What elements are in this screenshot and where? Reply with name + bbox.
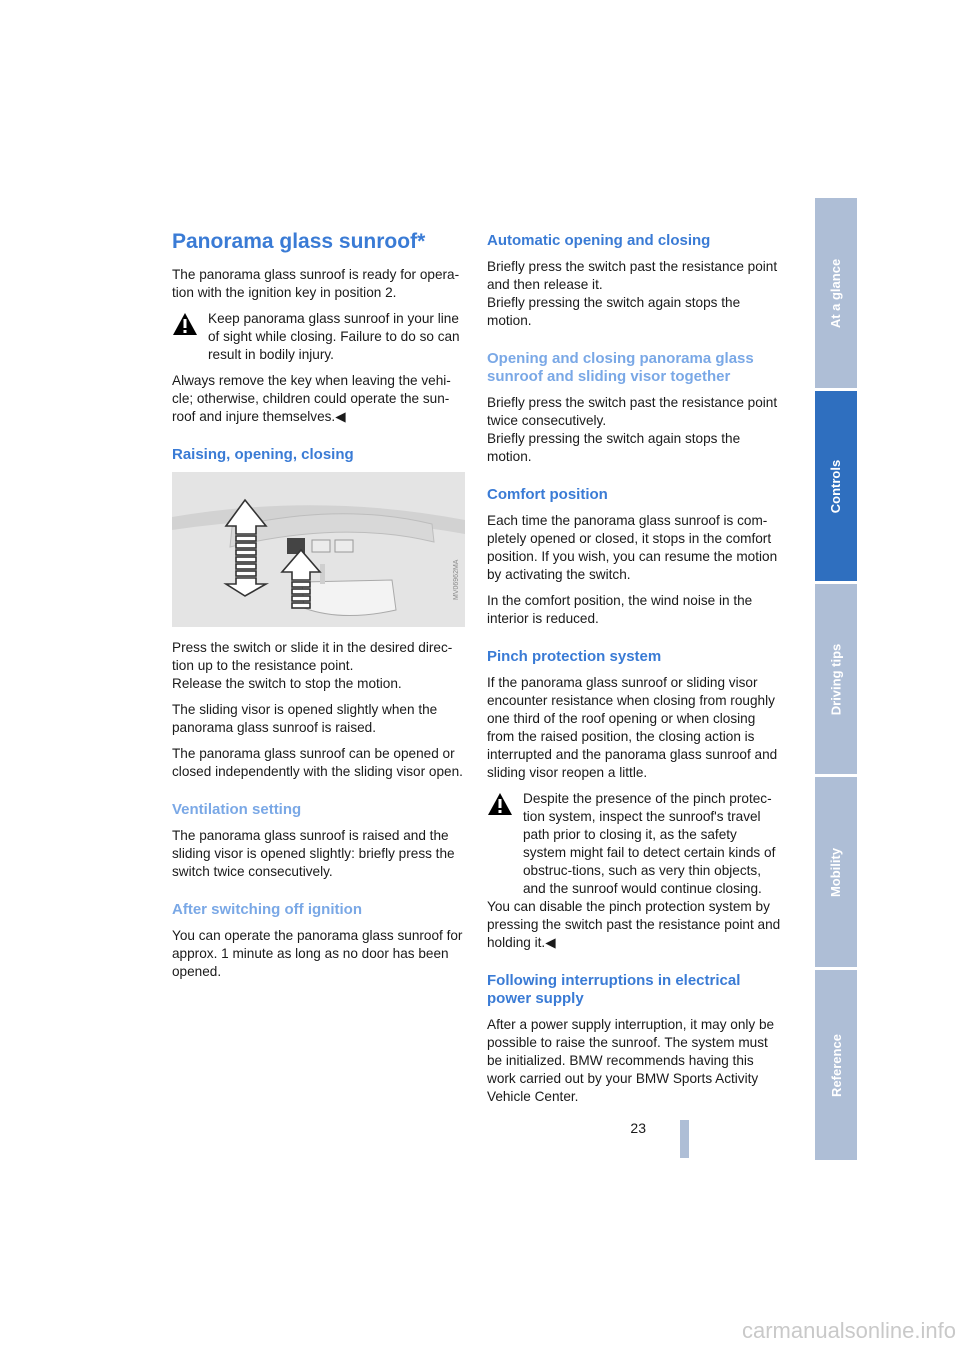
page-number-bar	[680, 1120, 689, 1158]
sunroof-switch-illustration	[172, 472, 465, 627]
safety-warning	[172, 310, 466, 364]
pinch-paragraph: If the panorama glass sunroof or sliding visor encounter resistance when closing from roughly one third of the roof opening or when closing from the raised position, the closing action is interrupted and the panorama glass sunroof and sliding visor reopen a little.	[487, 675, 778, 780]
auto-paragraph-2: Briefly pressing the switch again stops the motion.	[487, 295, 741, 328]
raising-paragraph-1: Press the switch or slide it in the desired direc-tion up to the resistance point.	[172, 640, 453, 673]
raising-paragraph-2: Release the switch to stop the motion.	[172, 676, 402, 691]
warning-triangle-icon	[172, 312, 198, 336]
warning-rest-text: Always remove the key when leaving the vehi-cle; otherwise, children could operate the sun-roof and injure themselves.◀	[172, 373, 451, 424]
ventilation-heading: Ventilation setting	[172, 801, 302, 818]
figure-code: MV06962MA	[453, 559, 460, 600]
pinch-warning	[487, 790, 781, 898]
auto-paragraph-1: Briefly press the switch past the resistance point and then release it.	[487, 259, 778, 292]
comfort-heading: Comfort position	[487, 486, 608, 503]
tab-reference[interactable]: Reference	[815, 970, 857, 1160]
pinch-warning-rest: You can disable the pinch protection system by pressing the switch past the resistance point and holding it.◀	[487, 899, 781, 950]
after-ignition-heading: After switching off ignition	[172, 901, 362, 918]
right-column	[487, 226, 781, 1114]
together-paragraph-2: Briefly pressing the switch again stops the motion.	[487, 431, 741, 464]
tab-at-a-glance[interactable]: At a glance	[815, 198, 857, 388]
ventilation-paragraph: The panorama glass sunroof is raised and the sliding visor is opened slightly: briefly press the switch twice consecutively.	[172, 828, 455, 879]
warning-triangle-icon	[487, 792, 513, 816]
together-heading: Opening and closing panorama glass sunroof and sliding visor together	[487, 350, 754, 385]
tab-controls[interactable]: Controls	[815, 391, 857, 581]
page-number: 23	[630, 1120, 646, 1136]
raising-paragraph-4: The panorama glass sunroof can be opened or closed independently with the sliding visor open.	[172, 746, 463, 779]
raising-paragraph-3: The sliding visor is opened slightly when the panorama glass sunroof is raised.	[172, 702, 438, 735]
sunroof-switch-figure	[172, 472, 465, 627]
pinch-warning-lead: Despite the presence of the pinch protec-tion system, inspect the sunroof's travel path prior to closing it, as the safety system might fail to detect certain kinds of obstruc-tions, such as very thin objects, and the sunroof would continue closing.	[523, 791, 776, 896]
chapter-sidebar	[815, 198, 857, 1160]
tab-mobility[interactable]: Mobility	[815, 777, 857, 967]
after-ignition-paragraph: You can operate the panorama glass sunroof for approx. 1 minute as long as no door has been opened.	[172, 928, 463, 979]
left-column	[172, 226, 466, 989]
intro-paragraph: The panorama glass sunroof is ready for opera-tion with the ignition key in position 2.	[172, 267, 460, 300]
tab-driving-tips[interactable]: Driving tips	[815, 584, 857, 774]
comfort-paragraph-2: In the comfort position, the wind noise in the interior is reduced.	[487, 593, 753, 626]
page-title: Panorama glass sunroof*	[172, 230, 426, 253]
watermark: carmanualsonline.info	[741, 1318, 956, 1343]
power-heading: Following interruptions in electrical power supply	[487, 972, 741, 1007]
pinch-heading: Pinch protection system	[487, 648, 662, 665]
warning-lead-text: Keep panorama glass sunroof in your line of sight while closing. Failure to do so can result in bodily injury.	[208, 311, 460, 362]
power-paragraph: After a power supply interruption, it may only be possible to raise the sunroof. The system must be initialized. BMW recommends having this work carried out by your BMW Sports Activity Vehicle Center.	[487, 1017, 775, 1104]
raising-heading: Raising, opening, closing	[172, 446, 354, 463]
comfort-paragraph-1: Each time the panorama glass sunroof is com-pletely opened or closed, it stops in the comfort position. If you wish, you can resume the motion by activating the switch.	[487, 513, 778, 582]
together-paragraph-1: Briefly press the switch past the resistance point twice consecutively.	[487, 395, 778, 428]
auto-heading: Automatic opening and closing	[487, 232, 711, 249]
